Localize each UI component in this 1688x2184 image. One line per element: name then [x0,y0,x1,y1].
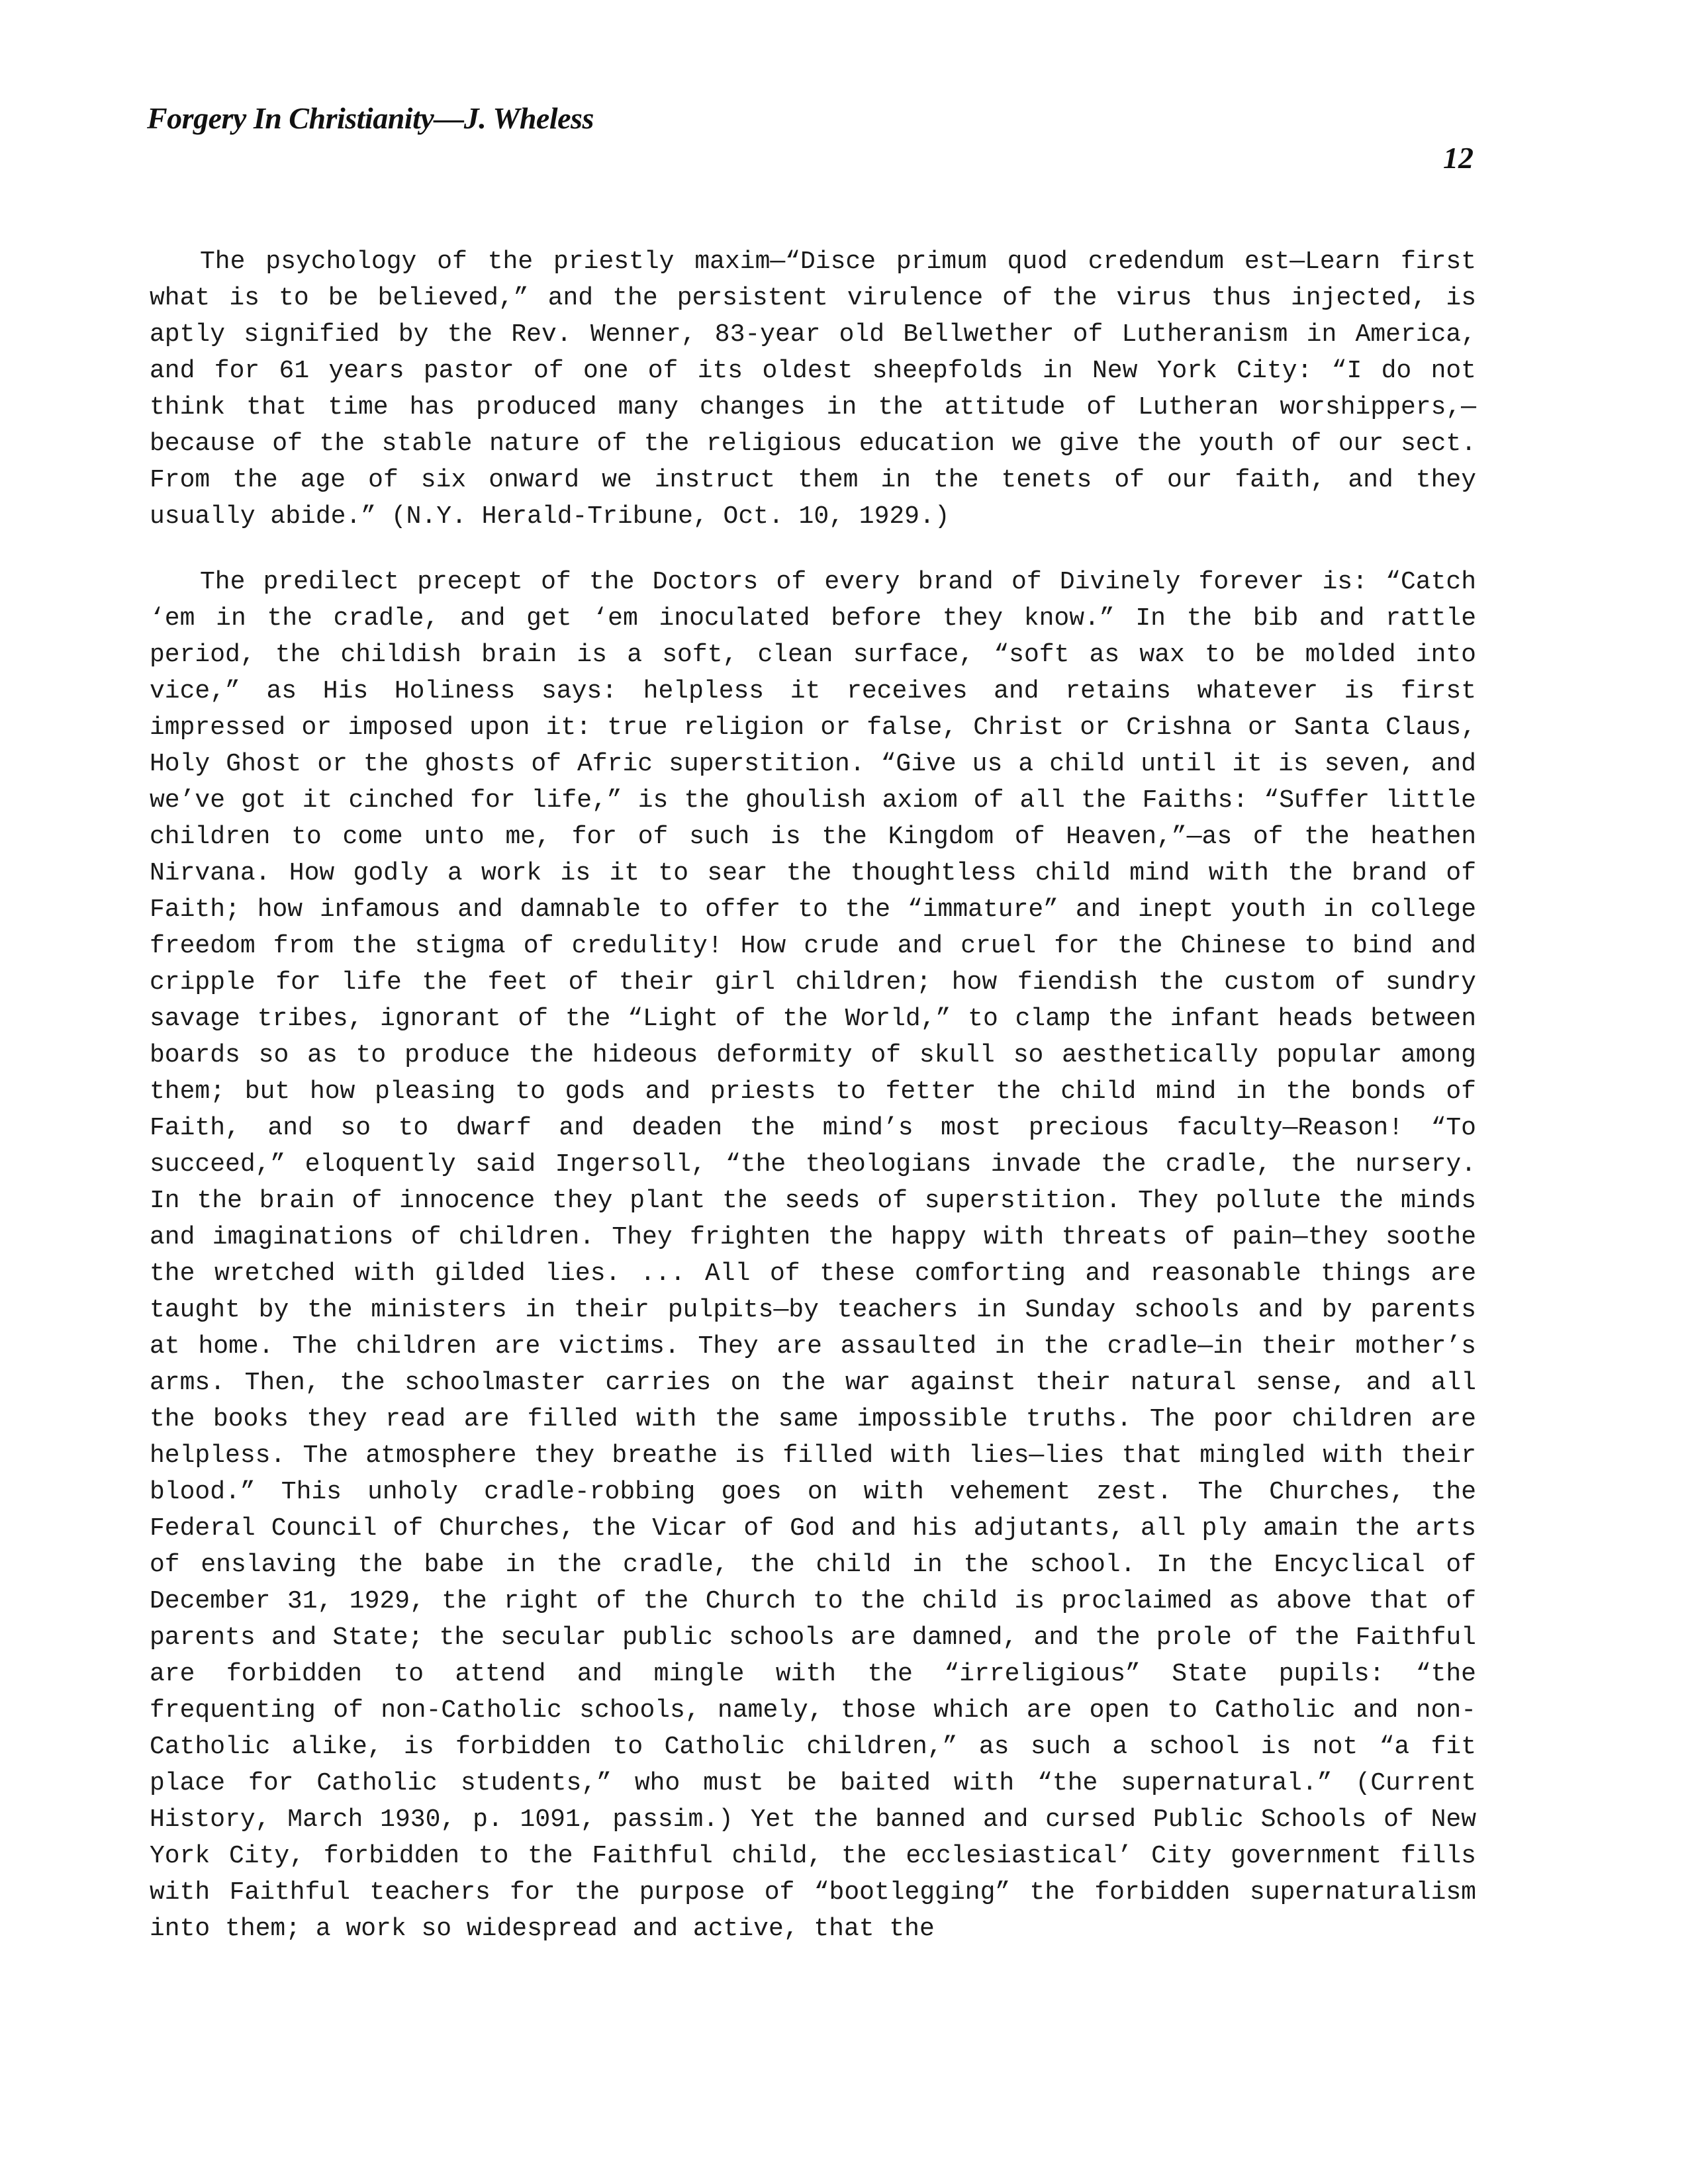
body-text [150,244,1476,1976]
paragraph: The predilect precept of the Doctors of every brand of Divinely forever is: “Catch ‘em in the cradle, and get ‘em inoculated before they know.” In the bib and rattle period, the childish brain is a soft, clean surface, “soft as wax to be molded into vice,” as His Holiness says: helpless it receives and retains whatever is first impressed or imposed upon it: true religion or false, Christ or Crishna or Santa Claus, Holy Ghost or the ghosts of Afric superstition. “Give us a child until it is seven, and we’ve got it cinched for life,” is the ghoulish axiom of all the Faiths: “Suffer little children to come unto me, for of such is the Kingdom of Heaven,”—as of the heathen Nirvana. How godly a work is it to sear the thoughtless child mind with the brand of Faith; how infamous and damnable to offer to the “immature” and inept youth in college freedom from the stigma of credulity! How crude and cruel for the Chinese to bind and cripple for life the feet of their girl children; how fiendish the custom of sundry savage tribes, ignorant of the “Light of the World,” to clamp the infant heads between boards so as to produce the hideous deformity of skull so aesthetically popular among them; but how pleasing to gods and priests to fetter the child mind in the bonds of Faith, and so to dwarf and deaden the mind’s most precious faculty—Reason! “To succeed,” eloquently said Ingersoll, “the theologians invade the cradle, the nursery. In the brain of innocence they plant the seeds of superstition. They pollute the minds and imaginations of children. They frighten the happy with threats of pain—they soothe the wretched with gilded lies. ... All of these comforting and reasonable things are taught by the ministers in their pulpits—by teachers in Sunday schools and by parents at home. The children are victims. They are assaulted in the cradle—in their mother’s arms. Then, the schoolmaster carries on the war against their natural sense, and all the books they read are filled with the same impossible truths. The poor children are helpless. The atmosphere they breathe is filled with lies—lies that mingled with their blood.” This unholy cradle-robbing goes on with vehement zest. The Churches, the Federal Council of Churches, the Vicar of God and his adjutants, all ply amain the arts of enslaving the babe in the cradle, the child in the school. In the Encyclical of December 31, 1929, the right of the Church to the child is proclaimed as above that of parents and State; the secular public schools are damned, and the prole of the Faithful are forbidden to attend and mingle with the “irreligious” State pupils: “the frequenting of non-Catholic schools, namely, those which are open to Catholic and non-Catholic alike, is forbidden to Catholic children,” as such a school is not “a fit place for Catholic students,” who must be baited with “the supernatural.” (Current History, March 1930, p. 1091, passim.) Yet the banned and cursed Public Schools of New York City, forbidden to the Faithful child, the ecclesiastical’ City government fills with Faithful teachers for the purpose of “bootlegging” the forbidden supernaturalism into them; a work so widespread and active, that the [150,568,1476,1943]
running-title: Forgery In Christianity—J. Wheless [147,101,594,135]
page-number: 12 [1443,141,1474,175]
paragraph: The psychology of the priestly maxim—“Disce primum quod credendum est—Learn first what is to be believed,” and the persistent virulence of the virus thus injected, is aptly signified by the Rev. Wenner, 83-year old Bellwether of Lutheranism in America, and for 61 years pastor of one of its oldest sheepfolds in New York City: “I do not think that time has produced many changes in the attitude of Lutheran worshippers,—because of the stable nature of the religious education we give the youth of our sect. From the age of six onward we instruct them in the tenets of our faith, and they usually abide.” (N.Y. Herald-Tribune, Oct. 10, 1929.) [150,248,1476,531]
